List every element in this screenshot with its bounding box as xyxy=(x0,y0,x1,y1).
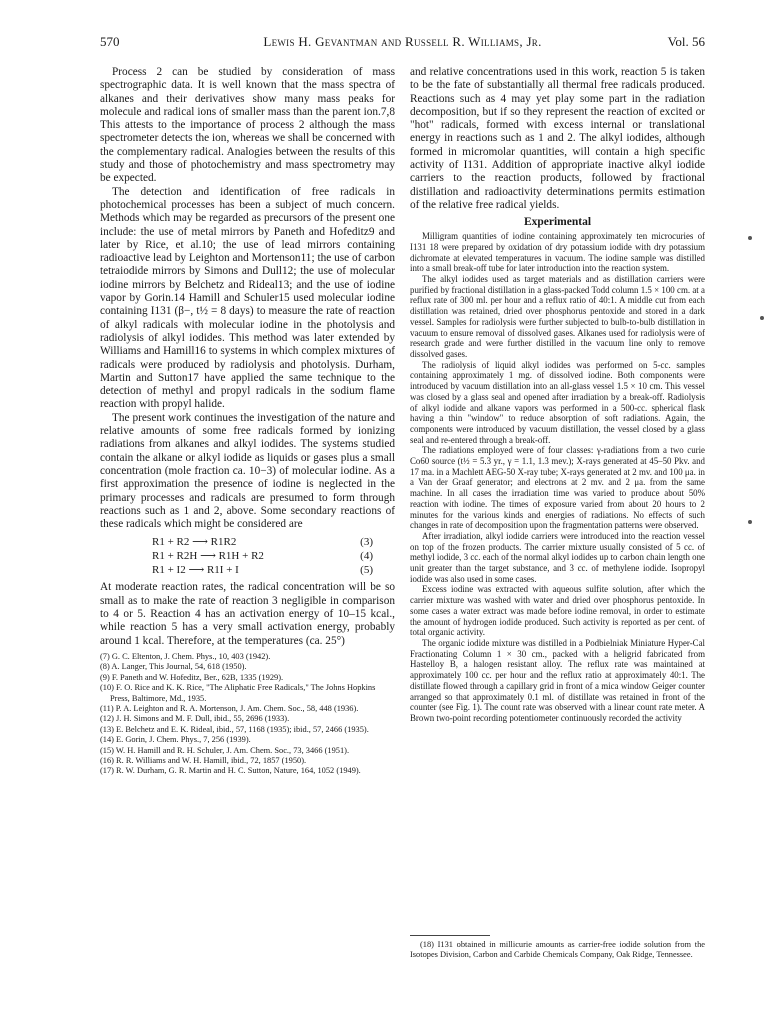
paragraph-mass-spectra: Process 2 can be studied by consideration of mass spectrographic data. It is well known that the mass spectra of alkanes and their derivatives show many mass peaks for molecule and radical ions of smaller mass than the parent ion.7,8 This attests to the importance of process 2 although the mass spectrometer detects the ion, whereas we shall be concerned with the complementary radical. Analogies between the results of this study and those of photochemistry and mass spectrometry may be expected. xyxy=(100,66,395,185)
equation-4 xyxy=(100,549,395,563)
footnote: (14) E. Gorin, J. Chem. Phys., 7, 256 (1939). xyxy=(100,735,251,745)
section-heading-experimental: Experimental xyxy=(523,216,592,229)
left-column xyxy=(100,66,395,777)
equation-3-number: (3) xyxy=(360,536,373,549)
scan-speck xyxy=(748,236,752,240)
footnote: (9) F. Paneth and W. Hofeditz, Ber., 62B, 1335 (1929). xyxy=(100,672,284,682)
equation-5 xyxy=(100,563,395,577)
equation-4-number: (4) xyxy=(360,550,373,563)
paragraph-free-radical-detection: The detection and identification of free radicals in photochemical processes has been a subject of much concern. Methods which may be regarded as precursors of the present one include: the use of metal mirrors by Paneth and Hofeditz9 and later by Rice, et al.10; the use of lead mirrors containing radioactive lead by Leighton and Mortenson11; the use of carbon tetraiodide mirrors by Simons and Dull12; the use of molecular iodine mirrors by Belchetz and Rideal13; and the use of iodine vapor by Gorin.14 Hamill and Schuler15 used molecular iodine containing I131 (β−, t½ = 8 days) to measure the rate of reaction of alkyl radicals with molecular iodine in the photolysis and radiolysis of alkyl iodides. This method was later extended by Williams and Hamill16 to systems in which complex mixtures of radicals were produced by radiolysis and photolysis. Durham, Martin and Sutton17 have applied the same technique to the detection of methyl and propyl radicals in the sodium flame reaction with propyl halide. xyxy=(100,185,395,411)
footnote-18: (18) I131 obtained in millicurie amounts as carrier-free iodide solution from the Isotopes Division, Carbon and Carbide Chemicals Company, Oak Ridge, Tennessee. xyxy=(410,940,705,960)
paragraph-iodine-extraction: Excess iodine was extracted with aqueous sulfite solution, after which the carrier mixture was washed with water and dried over phosphorus pentoxide. In some cases a water extract was made before iodine removal, in order to estimate the amount of hydrogen iodide produced. Such activity is reported as per cent. of total organic activity. xyxy=(410,584,705,638)
paragraph-iodine-preparation: Milligram quantities of iodine containing approximately ten microcuries of I131 18 were prepared by oxidation of dry potassium iodide with dry potassium dichromate at elevated temperatures in vacuum. The iodine sample was distilled into a small break-off tube for later introduction into the reaction system. xyxy=(410,231,705,274)
footnote: (10) F. O. Rice and K. K. Rice, "The Aliphatic Free Radicals," The Johns Hopkins Press, Baltimore, Md., 1935. xyxy=(100,683,376,703)
paragraph-thermal-radicals: and relative concentrations used in this work, reaction 5 is taken to be the fate of substantially all thermal free radicals produced. Reactions such as 4 may yet play some part in the radiation decomposition, but if so they represent the reaction of excited or "hot" radicals, formed with excess internal or translational energy in reactions such as 1 and 2. The alkyl iodides, although formed in micromolar quantities, will contain a high specific activity of I131. Addition of appropriate inactive alkyl iodide carriers to the reaction products, followed by fractional distillation and radioactivity determinations permits estimation of the relative free radical yields. xyxy=(410,66,705,211)
paragraph-radiolysis-procedure: The radiolysis of liquid alkyl iodides was performed on 5-cc. samples containing approximately 1 mg. of dissolved iodine. Both components were introduced by vacuum distillation into an all-glass vessel 1.5 × 10 cm. This vessel was closed by a glass seal and opened after irradiation by a break-off. Radiolysis of alkyl iodide and alkane vapors was performed in a 500-cc. spherical flask having a thin "window" to reduce absorption of soft radiations. Again, the components were introduced by vacuum distillation, the vessel closed by a glass seal and re-entered through a break-off. xyxy=(410,359,705,445)
paragraph-alkyl-iodide-purification: The alkyl iodides used as target materials and as distillation carriers were purified by fractional distillation in a glass-packed Todd column 1.5 × 100 cm. at a reflux rate of 300 ml. per hour and a reflux ratio of 40:1. A middle cut from each distillation was retained, dried over phosphorus pentoxide and stored in a dark vessel. Samples for radiolysis were further subjected to bulb-to-bulb distillation in vacuum to ensure removal of dissolved gases. Alkanes used for radiolysis were of research grade and were further distilled in the vacuum line only to remove dissolved gases. xyxy=(410,274,705,359)
footnote: (12) J. H. Simons and M. F. Dull, ibid., 55, 2696 (1933). xyxy=(100,714,290,724)
running-head-authors: Lewis H. Gevantman and Russell R. Williams, Jr. xyxy=(263,34,542,49)
footnote: (17) R. W. Durham, G. R. Martin and H. C. Sutton, Nature, 164, 1052 (1949). xyxy=(100,766,361,776)
equation-5-number: (5) xyxy=(360,564,373,577)
footnote: (7) G. C. Eltenton, J. Chem. Phys., 10, 403 (1942). xyxy=(100,651,271,661)
footnote: (15) W. H. Hamill and R. H. Schuler, J. Am. Chem. Soc., 73, 3466 (1951). xyxy=(100,745,350,755)
footnote: (11) P. A. Leighton and R. A. Mortenson, J. Am. Chem. Soc., 58, 448 (1936). xyxy=(100,703,359,713)
footnote: (8) A. Langer, This Journal, 54, 618 (1950). xyxy=(100,662,247,672)
equation-3 xyxy=(100,535,395,549)
footnotes-right xyxy=(410,940,705,961)
paragraph-distillation-column: The organic iodide mixture was distilled in a Podbielniak Miniature Hyper-Cal Fractionating Column 1 × 30 cm., packed with a heligrid fabricated from Hastelloy B, a halogen resistant alloy. The reflux rate was maintained at approximately 100 cc. per hour and the reflux ratio at approximately 40:1. The distillate flowed through a capillary grid in front of a mica window Geiger counter arranged so that approximately 0.1 ml. of distillate was retained in front of the counter (see Fig. 1). The count rate was observed with a linear count rate meter. A Brown two-point recording potentiometer continuously recorded the activity xyxy=(410,637,705,723)
footnotes-left xyxy=(100,652,395,777)
footnote: (16) R. R. Williams and W. H. Hamill, ibid., 72, 1857 (1950). xyxy=(100,755,307,765)
paragraph-radiation-sources: The radiations employed were of four classes: γ-radiations from a two curie Co60 source (t½ = 5.3 yr., γ = 1.1, 1.3 mev.); X-rays generated at 45–50 Pkv. and 17 ma. in a Machlett AEG-50 X-ray tube; X-rays generated at 2 mv. and 100 μa. in a Van der Graaf generator; and electrons at 2 mv. and 2 μa. from the same machine. In all cases the irradiation time was varied to produce about 50% reaction with iodine. The times of exposure varied from about 20 hours to 2 minutes for the various kinds and energies of radiations. No effects of such changes in rate of decomposition upon the fragmentation patterns were observed. xyxy=(410,445,705,531)
scan-speck xyxy=(760,316,764,320)
right-column xyxy=(410,66,705,724)
equations-block xyxy=(100,535,395,577)
page-number: 570 xyxy=(100,34,120,49)
equation-3-text: R1 + R2 ⟶ R1R2 xyxy=(152,536,237,549)
scan-speck xyxy=(748,520,752,524)
paragraph-carriers: After irradiation, alkyl iodide carriers were introduced into the reaction vessel on top of the frozen products. The carrier mixture usually consisted of 5 cc. of methyl iodide, 3 cc. each of the normal alkyl iodides up to carbon chain length one unit greater than the target substance, and 3 cc. of methylene iodide. Isopropyl iodide was also used in some cases. xyxy=(410,530,705,584)
equation-5-text: R1 + I2 ⟶ R1I + I xyxy=(152,564,239,577)
footnote-rule xyxy=(410,935,490,936)
paragraph-present-work: The present work continues the investigation of the nature and relative amounts of some free radicals formed by ionizing radiations from alkanes and alkyl iodides. The systems studied contain the alkane or alkyl iodide as liquids or gases plus a small concentration (mole fraction ca. 10−3) of molecular iodine. As a first approximation the presence of iodine is neglected in the primary processes and radicals are presumed to form through reactions such as 1 and 2, above. Some secondary reactions of these radicals which might be considered are xyxy=(100,411,395,531)
footnote: (13) E. Belchetz and E. K. Rideal, ibid., 57, 1168 (1935); ibid., 57, 2466 (1935). xyxy=(100,724,369,734)
paragraph-reaction-rates: At moderate reaction rates, the radical concentration will be so small as to make the rate of reaction 3 negligible in comparison to 4 or 5. Reaction 4 has an activation energy of 10–15 kcal., while reaction 5 has a very small activation energy, probably around 1 kcal. Therefore, at the temperatures (ca. 25°) xyxy=(100,581,395,647)
page-header xyxy=(100,34,705,50)
equation-4-text: R1 + R2H ⟶ R1H + R2 xyxy=(152,550,264,563)
volume-label: Vol. 56 xyxy=(667,34,705,49)
